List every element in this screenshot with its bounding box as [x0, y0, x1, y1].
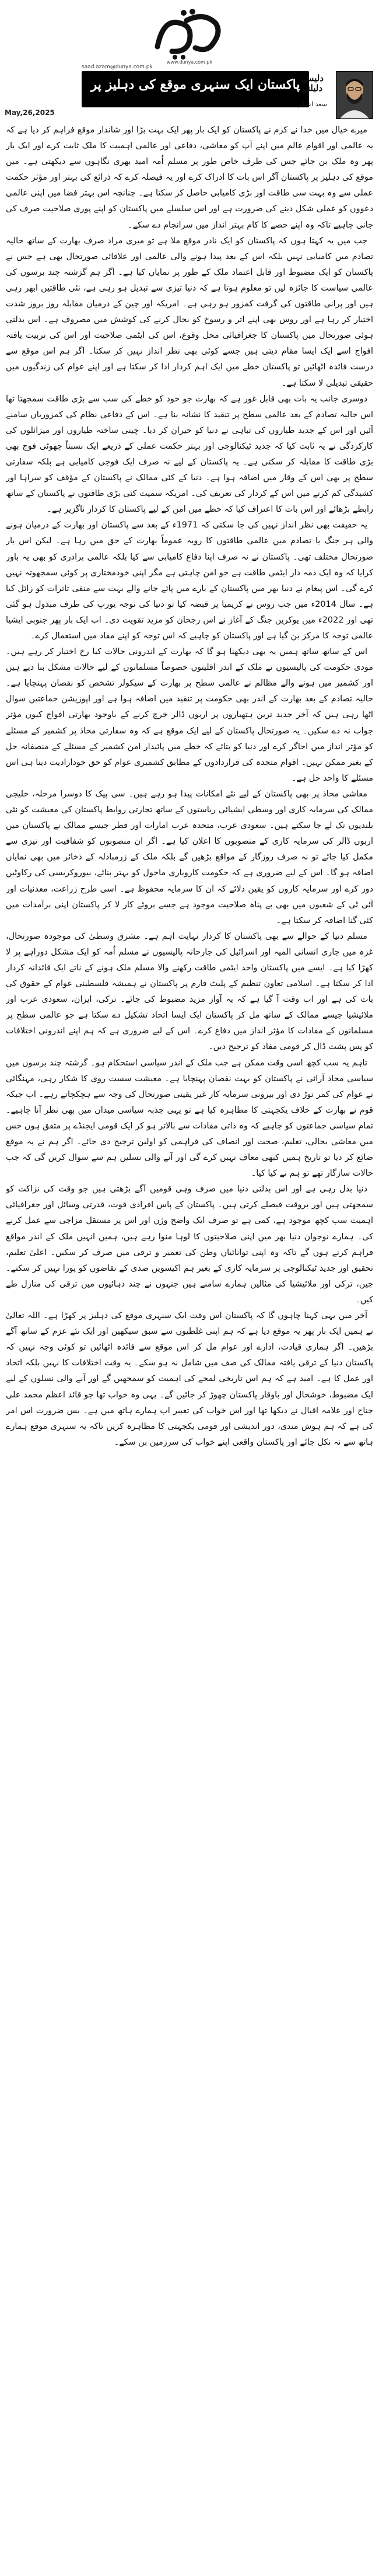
dunya-logo-icon — [152, 6, 227, 61]
dunya-logo — [152, 6, 227, 61]
article-paragraph: اس کے ساتھ ساتھ ہمیں یہ بھی دیکھنا ہو گا کہ بھارت کے اندرونی حالات کیا رخ اختیار کر رہے ہیں۔ مودی حکومت کی پالیسیوں نے ملک کے اندر اقلیتوں خصوصاً مسلمانوں کے لیے حالات مشکل بنا دیے ہیں اور کشمیر میں ہونے والے مظالم نے عالمی سطح پر بھارت کے سیکولر تشخص کو نقصان پہنچایا ہے۔ حالیہ تصادم کے بعد بھارت کے اندر بھی حکومت پر تنقید میں اضافہ ہوا ہے اور اپوزیشن جماعتیں سوال اٹھا رہی ہیں کہ آخر جدید ترین ہتھیاروں پر اربوں ڈالر خرچ کرنے کے باوجود بھارتی افواج کیوں مؤثر جواب نہ دے سکیں۔ یہ صورتحال پاکستان کے لیے ایک موقع ہے کہ وہ سفارتی محاذ پر کشمیر کے مسئلے کو مؤثر انداز میں اجاگر کرے اور دنیا کو بتائے کہ خطے میں پائیدار امن کشمیر کے مسئلے کے منصفانہ حل کے بغیر ممکن نہیں۔ اقوام متحدہ کی قراردادوں کے مطابق کشمیری عوام کو حق خودارادیت دینا ہی اس مسئلے کا واحد حل ہے۔ — [6, 647, 373, 783]
logo-caption: www.dunya.com.pk — [166, 60, 213, 65]
article-paragraph: یہ حقیقت بھی نظر انداز نہیں کی جا سکتی کہ 1971ء کے بعد سے پاکستان اور بھارت کے درمیان ہونے والی ہر جنگ یا تصادم میں عالمی طاقتوں کا رویہ عموماً بھارت کے حق میں رہا ہے۔ لیکن اس بار صورتحال مختلف تھی۔ پاکستان نے نہ صرف اپنا دفاع کامیابی سے کیا بلکہ عالمی برادری کو بھی یہ باور کرایا کہ وہ ایک ذمہ دار ایٹمی طاقت ہے جو امن چاہتی ہے مگر اپنی خودمختاری پر کوئی سمجھوتہ نہیں کرے گی۔ اس پیغام نے دنیا بھر میں پاکستان کے بارے میں پائے جانے والے بہت سے منفی تاثرات کو زائل کیا ہے۔ سال 2014ء میں جب روس نے کریمیا پر قبضہ کیا تو دنیا کی توجہ یورپ کی طرف مبذول ہو گئی تھی اور 2022ء میں یوکرین جنگ کے آغاز نے اس رجحان کو مزید تقویت دی۔ اب ایک بار پھر جنوبی ایشیا عالمی توجہ کا مرکز بن گیا ہے اور پاکستان کو چاہیے کہ اس توجہ کو اپنے مفاد میں استعمال کرے۔ — [6, 520, 373, 641]
article-paragraph: میرے خیال میں خدا نے کرم نے پاکستان کو ایک بار پھر ایک بہت بڑا اور شاندار موقع فراہم کر دیا ہے کہ یہ عالمی اور اقوام عالم میں اپنے آپ کو معاشی، دفاعی اور عالمی اہمیت کا ملک ثابت کرے اور ایک بار پھر وہ ملک بن جائے جس کی طرف خاص طور پر مسلم اُمہ امید بھری نگاہوں سے دیکھتی ہے۔ میں موقع کی دہلیز پر پاکستان آگر اس بات کا ادراک کرے اور یہ فیصلہ کرے کہ ذرائع کی بہتر اور مؤثر حکمت عملی سے وہ بہت سی طاقت اور بڑی کامیابی حاصل کر سکتا ہے۔ چنانچہ اس بہتر فضا میں اپنی عالمی دعووں کو عملی شکل دینے کی ضرورت ہے اور اس سلسلے میں پاکستان کو اپنے پوری صلاحیت صرف کی جانی چاہیے تاکہ وہ اپنے حصے کا کام بہتر انداز میں سرانجام دے سکے۔ — [6, 125, 373, 230]
author-photo — [336, 71, 373, 119]
headline-banner — [82, 71, 309, 107]
article-paragraph: دوسری جانب یہ بات بھی قابل غور ہے کہ بھارت جو خود کو خطے کی سب سے بڑی طاقت سمجھتا تھا اس حالیہ تصادم کے بعد عالمی سطح پر تنقید کا نشانہ بنا ہے۔ اس کے دفاعی نظام کی کمزوریاں سامنے آئیں اور اس کے جدید طیاروں کی تباہی نے دنیا کو حیران کر دیا۔ چینی ساختہ طیاروں اور میزائلوں کی کارکردگی نے یہ ثابت کیا کہ جدید ٹیکنالوجی اور بہتر حکمت عملی کے ذریعے ایک نسبتاً چھوٹی فوج بھی بڑی طاقت کا مقابلہ کر سکتی ہے۔ یہ پاکستان کے لیے نہ صرف ایک فوجی کامیابی ہے بلکہ سفارتی سطح پر بھی اس کے وقار میں اضافہ ہوا ہے۔ دنیا کے کئی ممالک نے پاکستان کے مؤقف کو سراہا اور کشیدگی کم کرنے میں اس کے کردار کی تعریف کی۔ امریکہ سمیت کئی بڑی طاقتوں نے پاکستان کے ساتھ رابطے بڑھائے اور اس بات کا اعتراف کیا کہ خطے میں امن کے لیے پاکستان کا کردار ناگزیر ہے۔ — [6, 394, 373, 515]
author-name: سعد اعظم — [298, 100, 327, 108]
headline: پاکستان ایک سنہری موقع کی دہلیز پر — [90, 77, 300, 92]
article-paragraph: آخر میں یہی کہنا چاہوں گا کہ پاکستان اس وقت ایک سنہری موقع کی دہلیز پر کھڑا ہے۔ اللہ تعالیٰ نے ہمیں ایک بار پھر یہ موقع دیا ہے کہ ہم اپنی غلطیوں سے سبق سیکھیں اور ایک نئے عزم کے ساتھ آگے بڑھیں۔ اگر ہماری قیادت، ادارے اور عوام مل کر اس موقع سے فائدہ اٹھائیں تو کوئی وجہ نہیں کہ پاکستان دنیا کے ترقی یافتہ ممالک کی صف میں شامل نہ ہو سکے۔ یہ وقت اختلافات کا نہیں بلکہ اتحاد اور عمل کا ہے۔ امید ہے کہ ہم اس تاریخی لمحے کی اہمیت کو سمجھیں گے اور آنے والی نسلوں کے لیے ایک مضبوط، خوشحال اور باوقار پاکستان چھوڑ کر جائیں گے۔ یہی وہ خواب تھا جو قائد اعظم محمد علی جناح اور علامہ اقبال نے دیکھا تھا اور اس خواب کی تعبیر اب ہمارے ہاتھ میں ہے۔ بس ضرورت اس امر کی ہے کہ ہم ہوش مندی، دور اندیشی اور قومی یکجہتی کا مظاہرہ کریں تاکہ یہ سنہری موقع ہمارے ہاتھ سے نہ نکل جائے اور پاکستان واقعی اپنے خواب کی سرزمین بن سکے۔ — [6, 1311, 373, 1447]
publish-date: May,26,2025 — [5, 109, 55, 117]
article-paragraph: جب میں یہ کہتا ہوں کہ پاکستان کو ایک نادر موقع ملا ہے تو میری مراد صرف بھارت کے ساتھ حالیہ تصادم میں کامیابی نہیں بلکہ اس کے بعد پیدا ہونے والی عالمی اور علاقائی صورتحال بھی ہے جس نے پاکستان کو ایک مضبوط اور قابل اعتماد ملک کے طور پر نمایاں کیا ہے۔ اگر ہم گزشتہ چند برسوں کی عالمی سیاست کا جائزہ لیں تو معلوم ہوتا ہے کہ دنیا تیزی سے تبدیل ہو رہی ہے، نئی طاقتیں ابھر رہی ہیں اور پرانی طاقتوں کی گرفت کمزور ہو رہی ہے۔ امریکہ اور چین کے درمیان مقابلہ روز بروز شدت اختیار کر رہا ہے اور روس بھی اپنے اثر و رسوخ کو بحال کرنے کی کوشش میں مصروف ہے۔ اس بدلتی ہوئی صورتحال میں پاکستان کا جغرافیائی محل وقوع، اس کی ایٹمی صلاحیت اور اس کی تربیت یافتہ افواج اسے ایک ایسا مقام دیتی ہیں جسے کوئی بھی نظر انداز نہیں کر سکتا۔ اگر ہم اس موقع سے درست فائدہ اٹھائیں تو پاکستان خطے میں ایک اہم کردار ادا کر سکتا ہے اور اپنے عوام کی زندگیوں میں حقیقی تبدیلی لا سکتا ہے۔ — [6, 236, 373, 388]
article-paragraph: دنیا بدل رہی ہے اور اس بدلتی دنیا میں صرف وہی قومیں آگے بڑھتی ہیں جو وقت کی نزاکت کو سمجھتی ہیں اور بروقت فیصلے کرتی ہیں۔ پاکستان کے پاس افرادی قوت، قدرتی وسائل اور جغرافیائی اہمیت سب کچھ موجود ہے، کمی ہے تو صرف ایک واضح وژن اور اس پر مستقل مزاجی سے عمل کرنے کی۔ ہمارے نوجوان دنیا بھر میں اپنی صلاحیتوں کا لوہا منوا رہے ہیں، ہمیں انہیں ملک کے اندر مواقع فراہم کرنے ہوں گے تاکہ وہ اپنی توانائیاں وطن کی تعمیر و ترقی میں صرف کر سکیں۔ اعلیٰ تعلیم، تحقیق اور جدید ٹیکنالوجی پر سرمایہ کاری کے بغیر ہم اکیسویں صدی کے تقاضوں کو پورا نہیں کر سکتے۔ چین، ترکی اور ملائیشیا کی مثالیں ہمارے سامنے ہیں جنہوں نے چند دہائیوں میں ترقی کی منازل طے کیں۔ — [6, 1184, 373, 1305]
article-paragraph: معاشی محاذ پر بھی پاکستان کے لیے نئے امکانات پیدا ہو رہے ہیں۔ سی پیک کا دوسرا مرحلہ، خلیجی ممالک کی سرمایہ کاری اور وسطی ایشیائی ریاستوں کے ساتھ تجارتی روابط پاکستان کی معیشت کو نئی بلندیوں تک لے جا سکتے ہیں۔ سعودی عرب، متحدہ عرب امارات اور قطر جیسے ممالک نے پاکستان میں اربوں ڈالر کی سرمایہ کاری کے منصوبوں کا اعلان کیا ہے۔ اگر ان منصوبوں کو شفافیت اور تیزی سے مکمل کیا جائے تو نہ صرف روزگار کے مواقع بڑھیں گے بلکہ ملک کے زرمبادلہ کے ذخائر میں بھی نمایاں اضافہ ہو گا۔ اس کے لیے ضروری ہے کہ حکومت کاروباری ماحول کو بہتر بنائے، بیوروکریسی کی رکاوٹیں دور کرے اور سرمایہ کاروں کو یقین دلائے کہ ان کا سرمایہ محفوظ ہے۔ اسی طرح زراعت، معدنیات اور آئی ٹی کے شعبوں میں بھی بے پناہ صلاحیت موجود ہے جسے بروئے کار لا کر پاکستان اپنی برآمدات میں کئی گنا اضافہ کر سکتا ہے۔ — [6, 789, 373, 925]
column-name: دلیسے دلیلتے — [301, 73, 324, 93]
masthead — [0, 0, 379, 108]
article-body — [6, 123, 373, 2570]
article-paragraph: مسلم دنیا کے حوالے سے بھی پاکستان کا کردار نہایت اہم ہے۔ مشرق وسطیٰ کی موجودہ صورتحال، غزہ میں جاری انسانی المیہ اور اسرائیل کی جارحانہ پالیسیوں نے مسلم اُمہ کو ایک مشکل دوراہے پر لا کھڑا کیا ہے۔ ایسے میں پاکستان واحد ایٹمی طاقت رکھنے والا مسلم ملک ہونے کے ناتے ایک قائدانہ کردار ادا کر سکتا ہے۔ اسلامی تعاون تنظیم کے پلیٹ فارم پر پاکستان نے ہمیشہ فلسطینی عوام کے حقوق کی بات کی ہے اور اب وقت آ گیا ہے کہ یہ آواز مزید مضبوط کی جائے۔ ترکی، ایران، سعودی عرب اور ملائیشیا جیسے ممالک کے ساتھ مل کر پاکستان ایک ایسا اتحاد تشکیل دے سکتا ہے جو عالمی سطح پر مسلمانوں کے مفادات کا مؤثر انداز میں دفاع کرے۔ اس کے لیے ضروری ہے کہ ہم اپنے اندرونی اختلافات کو پس پشت ڈال کر قومی مفاد کو ترجیح دیں۔ — [6, 931, 373, 1052]
article-paragraph: تاہم یہ سب کچھ اسی وقت ممکن ہے جب ملک کے اندر سیاسی استحکام ہو۔ گزشتہ چند برسوں میں سیاسی محاذ آرائی نے پاکستان کو بہت نقصان پہنچایا ہے۔ معیشت سست روی کا شکار رہی، مہنگائی نے عوام کی کمر توڑ دی اور بیرونی سرمایہ کار غیر یقینی صورتحال کی وجہ سے ہچکچاتے رہے۔ اب جبکہ قوم نے بھارت کے خلاف یکجہتی کا مظاہرہ کیا ہے تو یہی جذبہ سیاسی میدان میں بھی نظر آنا چاہیے۔ تمام سیاسی جماعتوں کو چاہیے کہ وہ ذاتی مفادات سے بالاتر ہو کر ایک قومی ایجنڈے پر متفق ہوں جس میں معاشی بحالی، تعلیم، صحت اور انصاف کی فراہمی کو اولین ترجیح دی جائے۔ اگر ہم نے یہ موقع ضائع کر دیا تو تاریخ ہمیں کبھی معاف نہیں کرے گی اور آنے والی نسلیں ہم سے سوال کریں گی کہ جب حالات سازگار تھے تو ہم نے کیا کیا۔ — [6, 1058, 373, 1179]
author-avatar-icon — [336, 72, 373, 118]
author-block — [292, 71, 373, 127]
author-email: saad.azam@dunya.com.pk — [82, 64, 153, 70]
